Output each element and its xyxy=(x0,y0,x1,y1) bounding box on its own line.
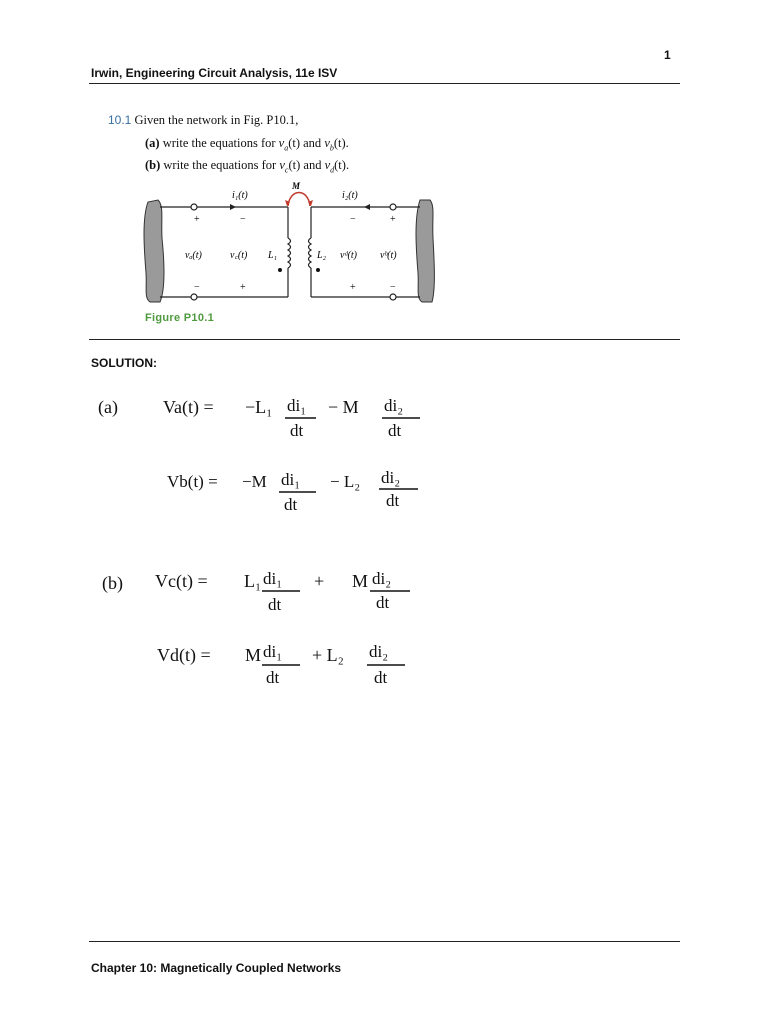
va-lhs: Va(t) = xyxy=(163,397,214,417)
vd-term2-num: di₂ xyxy=(369,642,389,661)
vb-term2-den: dt xyxy=(386,491,400,510)
figure-caption: Figure P10.1 xyxy=(145,312,215,324)
var-va: $v_a$ xyxy=(278,136,289,153)
vb-lhs: Vb(t) = xyxy=(167,472,218,491)
solution-part-b-label: (b) xyxy=(102,573,123,593)
part-b-label: (b) xyxy=(145,158,161,172)
vb-term1-coef: −M xyxy=(242,472,267,491)
label-minus-vd-top: − xyxy=(350,214,356,225)
vd-term1-coef: M xyxy=(245,645,262,665)
vd-term1-num: di₁ xyxy=(263,642,283,661)
vc-term1-num: di₁ xyxy=(263,569,283,588)
solution-label: SOLUTION: xyxy=(91,356,157,370)
va-term1-den: dt xyxy=(290,421,304,440)
solution-part-a-label: (a) xyxy=(98,397,118,417)
header-title: Irwin, Engineering Circuit Analysis, 11e ISV xyxy=(91,66,338,80)
label-minus-vb-bot: − xyxy=(390,282,396,293)
label-l2: L₂ xyxy=(317,250,327,261)
vb-term1-num: di₁ xyxy=(281,470,301,489)
label-minus-vc-top: − xyxy=(240,214,246,225)
label-va: vₐ(t) xyxy=(185,250,202,261)
va-op: − M xyxy=(328,397,359,417)
va-term1-coef: −L₁ xyxy=(245,397,273,417)
vc-op: + xyxy=(314,571,325,591)
vc-term2-num: di₂ xyxy=(372,569,392,588)
part-a-mid: (t) and xyxy=(288,136,322,150)
label-vd: vᵈ(t) xyxy=(340,250,357,261)
vc-term1-coef: L₁ xyxy=(244,571,262,591)
vc-term1-den: dt xyxy=(268,595,282,614)
vd-lhs: Vd(t) = xyxy=(157,645,211,665)
part-a-end: (t). xyxy=(333,136,349,150)
vb-term2-num: di₂ xyxy=(381,468,401,487)
vb-op: − L₂ xyxy=(330,472,361,491)
var-vd: $v_d$ xyxy=(324,158,335,175)
label-l1: L₁ xyxy=(268,250,278,261)
vb-term1-den: dt xyxy=(284,495,298,514)
part-a-text: write the equations for xyxy=(162,136,276,150)
vd-op: + L₂ xyxy=(312,645,344,665)
label-plus-vd-bot: + xyxy=(350,282,356,293)
var-vc: $v_c$ xyxy=(279,158,289,175)
footer-chapter: Chapter 10: Magnetically Coupled Networks xyxy=(91,961,342,975)
problem-statement: Given the network in Fig. P10.1, xyxy=(134,113,299,127)
label-m: M xyxy=(292,181,301,191)
part-a-label: (a) xyxy=(145,136,160,150)
part-b-mid: (t) and xyxy=(288,158,322,172)
footer-rule xyxy=(89,941,680,942)
vd-term2-den: dt xyxy=(374,668,388,687)
part-b-end: (t). xyxy=(334,158,350,172)
page-number: 1 xyxy=(664,48,671,62)
part-b-text: write the equations for xyxy=(163,158,277,172)
vc-term2-coef: M xyxy=(352,571,369,591)
va-term2-num: di₂ xyxy=(384,396,404,415)
va-term2-den: dt xyxy=(388,421,402,440)
var-vb: $v_b$ xyxy=(324,136,334,153)
label-plus-vb-top: + xyxy=(390,214,396,225)
label-vb: vᵇ(t) xyxy=(380,250,397,261)
va-term1-num: di₁ xyxy=(287,396,307,415)
label-plus-vc-bot: + xyxy=(240,282,246,293)
label-vc: v꜀(t) xyxy=(230,250,248,261)
vd-term1-den: dt xyxy=(266,668,280,687)
label-minus-va-bot: − xyxy=(194,282,200,293)
label-i1: i₁(t) xyxy=(232,190,248,201)
problem-number: 10.1 xyxy=(108,113,132,127)
label-plus-va-top: + xyxy=(194,214,200,225)
vc-term2-den: dt xyxy=(376,593,390,612)
vc-lhs: Vc(t) = xyxy=(155,571,208,591)
label-i2: i₂(t) xyxy=(342,190,358,201)
